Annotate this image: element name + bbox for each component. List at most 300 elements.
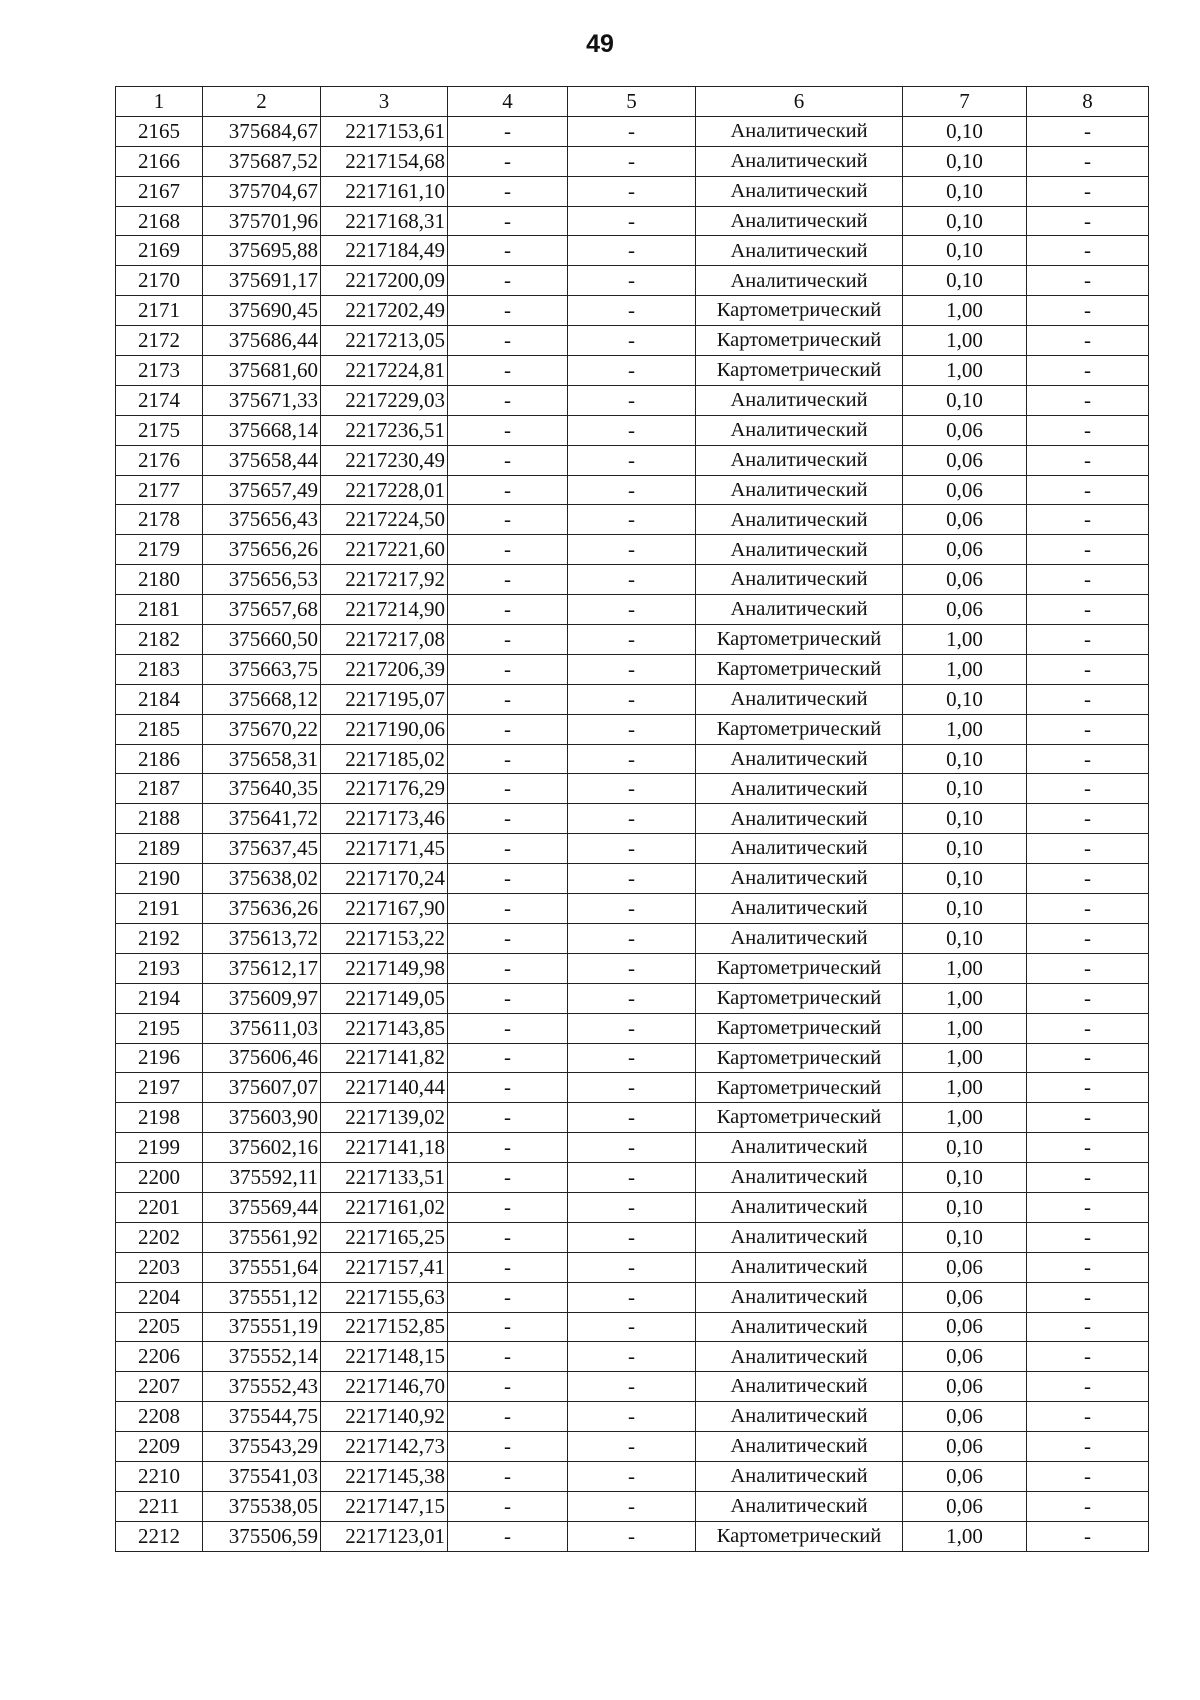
cell-method: Аналитический	[696, 864, 903, 894]
cell-col-4: -	[448, 1133, 568, 1163]
cell-method: Картометрический	[696, 1013, 903, 1043]
cell-point-number: 2189	[116, 834, 203, 864]
cell-accuracy: 0,06	[903, 1342, 1027, 1372]
cell-point-number: 2177	[116, 475, 203, 505]
cell-col-5: -	[568, 1342, 696, 1372]
cell-col-4: -	[448, 983, 568, 1013]
cell-col-5: -	[568, 176, 696, 206]
cell-col-5: -	[568, 1521, 696, 1551]
cell-method: Картометрический	[696, 326, 903, 356]
cell-coord-x: 375668,14	[203, 415, 321, 445]
table-row	[116, 714, 1149, 744]
cell-point-number: 2168	[116, 206, 203, 236]
cell-col-8: -	[1027, 206, 1149, 236]
cell-method: Аналитический	[696, 565, 903, 595]
cell-point-number: 2165	[116, 116, 203, 146]
cell-accuracy: 0,06	[903, 1312, 1027, 1342]
cell-coord-x: 375670,22	[203, 714, 321, 744]
cell-coord-y: 2217141,82	[321, 1043, 448, 1073]
cell-col-8: -	[1027, 1043, 1149, 1073]
table-row	[116, 834, 1149, 864]
cell-col-8: -	[1027, 894, 1149, 924]
cell-coord-x: 375656,26	[203, 535, 321, 565]
cell-method: Аналитический	[696, 1461, 903, 1491]
cell-col-8: -	[1027, 1222, 1149, 1252]
cell-method: Аналитический	[696, 684, 903, 714]
cell-col-4: -	[448, 714, 568, 744]
cell-coord-x: 375686,44	[203, 326, 321, 356]
cell-col-5: -	[568, 1402, 696, 1432]
cell-coord-y: 2217224,50	[321, 505, 448, 535]
cell-method: Аналитический	[696, 1192, 903, 1222]
table-row	[116, 505, 1149, 535]
cell-col-5: -	[568, 654, 696, 684]
cell-method: Аналитический	[696, 894, 903, 924]
cell-method: Аналитический	[696, 535, 903, 565]
cell-accuracy: 0,06	[903, 475, 1027, 505]
cell-col-5: -	[568, 565, 696, 595]
cell-coord-y: 2217170,24	[321, 864, 448, 894]
cell-col-4: -	[448, 206, 568, 236]
cell-col-8: -	[1027, 1521, 1149, 1551]
cell-accuracy: 0,10	[903, 206, 1027, 236]
cell-col-8: -	[1027, 864, 1149, 894]
cell-method: Аналитический	[696, 923, 903, 953]
cell-coord-x: 375609,97	[203, 983, 321, 1013]
cell-col-5: -	[568, 894, 696, 924]
cell-col-8: -	[1027, 1461, 1149, 1491]
cell-coord-x: 375607,07	[203, 1073, 321, 1103]
cell-method: Аналитический	[696, 236, 903, 266]
cell-coord-x: 375636,26	[203, 894, 321, 924]
cell-col-8: -	[1027, 116, 1149, 146]
cell-col-4: -	[448, 1342, 568, 1372]
cell-col-4: -	[448, 1432, 568, 1462]
cell-point-number: 2208	[116, 1402, 203, 1432]
cell-accuracy: 0,10	[903, 864, 1027, 894]
cell-coord-x: 375658,31	[203, 744, 321, 774]
table-row	[116, 1013, 1149, 1043]
cell-coord-y: 2217140,92	[321, 1402, 448, 1432]
cell-coord-x: 375701,96	[203, 206, 321, 236]
cell-col-5: -	[568, 236, 696, 266]
cell-col-5: -	[568, 1013, 696, 1043]
cell-col-5: -	[568, 625, 696, 655]
page-number: 49	[586, 30, 614, 58]
table-row	[116, 206, 1149, 236]
table-row	[116, 1342, 1149, 1372]
cell-col-5: -	[568, 1043, 696, 1073]
cell-accuracy: 0,10	[903, 684, 1027, 714]
table-row	[116, 1073, 1149, 1103]
cell-col-4: -	[448, 116, 568, 146]
cell-point-number: 2210	[116, 1461, 203, 1491]
cell-col-4: -	[448, 176, 568, 206]
column-header-5: 5	[568, 87, 696, 117]
cell-col-4: -	[448, 953, 568, 983]
table-row	[116, 894, 1149, 924]
cell-accuracy: 0,06	[903, 1491, 1027, 1521]
table-row	[116, 565, 1149, 595]
cell-coord-y: 2217123,01	[321, 1521, 448, 1551]
cell-method: Картометрический	[696, 1073, 903, 1103]
cell-coord-y: 2217224,81	[321, 356, 448, 386]
table-row	[116, 1402, 1149, 1432]
table-row	[116, 326, 1149, 356]
cell-col-8: -	[1027, 804, 1149, 834]
cell-method: Аналитический	[696, 1282, 903, 1312]
cell-coord-y: 2217185,02	[321, 744, 448, 774]
cell-coord-x: 375657,49	[203, 475, 321, 505]
cell-coord-x: 375657,68	[203, 595, 321, 625]
cell-coord-x: 375561,92	[203, 1222, 321, 1252]
cell-method: Картометрический	[696, 953, 903, 983]
cell-accuracy: 1,00	[903, 953, 1027, 983]
cell-col-8: -	[1027, 445, 1149, 475]
cell-coord-y: 2217149,05	[321, 983, 448, 1013]
cell-coord-x: 375603,90	[203, 1103, 321, 1133]
cell-method: Аналитический	[696, 744, 903, 774]
cell-point-number: 2171	[116, 296, 203, 326]
cell-col-8: -	[1027, 1282, 1149, 1312]
cell-method: Картометрический	[696, 983, 903, 1013]
cell-method: Аналитический	[696, 595, 903, 625]
cell-col-5: -	[568, 1103, 696, 1133]
cell-accuracy: 0,06	[903, 505, 1027, 535]
cell-coord-x: 375552,14	[203, 1342, 321, 1372]
column-header-1: 1	[116, 87, 203, 117]
cell-col-5: -	[568, 206, 696, 236]
table-row	[116, 146, 1149, 176]
cell-coord-x: 375543,29	[203, 1432, 321, 1462]
cell-point-number: 2212	[116, 1521, 203, 1551]
cell-col-4: -	[448, 1013, 568, 1043]
cell-method: Аналитический	[696, 475, 903, 505]
cell-coord-y: 2217195,07	[321, 684, 448, 714]
table-row	[116, 356, 1149, 386]
cell-col-8: -	[1027, 1103, 1149, 1133]
cell-col-4: -	[448, 625, 568, 655]
cell-accuracy: 0,10	[903, 146, 1027, 176]
cell-point-number: 2182	[116, 625, 203, 655]
cell-point-number: 2185	[116, 714, 203, 744]
cell-method: Картометрический	[696, 714, 903, 744]
cell-col-5: -	[568, 1372, 696, 1402]
cell-col-8: -	[1027, 266, 1149, 296]
table-row	[116, 116, 1149, 146]
cell-coord-x: 375606,46	[203, 1043, 321, 1073]
cell-method: Аналитический	[696, 1222, 903, 1252]
cell-coord-y: 2217173,46	[321, 804, 448, 834]
table-row	[116, 475, 1149, 505]
cell-accuracy: 1,00	[903, 356, 1027, 386]
cell-coord-x: 375658,44	[203, 445, 321, 475]
cell-coord-x: 375668,12	[203, 684, 321, 714]
cell-coord-x: 375690,45	[203, 296, 321, 326]
cell-point-number: 2178	[116, 505, 203, 535]
cell-col-5: -	[568, 1461, 696, 1491]
cell-coord-y: 2217236,51	[321, 415, 448, 445]
cell-accuracy: 0,10	[903, 236, 1027, 266]
cell-col-5: -	[568, 1491, 696, 1521]
cell-method: Картометрический	[696, 1521, 903, 1551]
cell-point-number: 2186	[116, 744, 203, 774]
cell-col-4: -	[448, 146, 568, 176]
cell-col-8: -	[1027, 983, 1149, 1013]
cell-col-5: -	[568, 1252, 696, 1282]
cell-method: Аналитический	[696, 1491, 903, 1521]
cell-coord-x: 375612,17	[203, 953, 321, 983]
cell-col-4: -	[448, 1521, 568, 1551]
cell-coord-x: 375640,35	[203, 774, 321, 804]
cell-col-5: -	[568, 1222, 696, 1252]
cell-point-number: 2193	[116, 953, 203, 983]
cell-accuracy: 0,10	[903, 744, 1027, 774]
cell-accuracy: 0,06	[903, 415, 1027, 445]
cell-coord-y: 2217184,49	[321, 236, 448, 266]
cell-accuracy: 0,06	[903, 445, 1027, 475]
cell-coord-y: 2217153,61	[321, 116, 448, 146]
cell-col-8: -	[1027, 1073, 1149, 1103]
cell-coord-x: 375638,02	[203, 864, 321, 894]
cell-accuracy: 0,10	[903, 266, 1027, 296]
cell-col-8: -	[1027, 176, 1149, 206]
cell-coord-y: 2217142,73	[321, 1432, 448, 1462]
cell-accuracy: 1,00	[903, 326, 1027, 356]
cell-coord-x: 375544,75	[203, 1402, 321, 1432]
cell-coord-x: 375541,03	[203, 1461, 321, 1491]
cell-col-4: -	[448, 1402, 568, 1432]
table-row	[116, 1312, 1149, 1342]
cell-point-number: 2175	[116, 415, 203, 445]
cell-point-number: 2211	[116, 1491, 203, 1521]
cell-accuracy: 0,06	[903, 565, 1027, 595]
cell-method: Аналитический	[696, 445, 903, 475]
cell-accuracy: 1,00	[903, 1521, 1027, 1551]
cell-point-number: 2183	[116, 654, 203, 684]
cell-col-8: -	[1027, 475, 1149, 505]
cell-accuracy: 0,10	[903, 894, 1027, 924]
cell-accuracy: 1,00	[903, 983, 1027, 1013]
cell-accuracy: 1,00	[903, 1043, 1027, 1073]
cell-col-5: -	[568, 1073, 696, 1103]
cell-method: Аналитический	[696, 1163, 903, 1193]
cell-col-4: -	[448, 894, 568, 924]
cell-col-5: -	[568, 1432, 696, 1462]
cell-method: Картометрический	[696, 1103, 903, 1133]
cell-coord-x: 375611,03	[203, 1013, 321, 1043]
cell-col-4: -	[448, 774, 568, 804]
cell-coord-x: 375681,60	[203, 356, 321, 386]
cell-coord-x: 375704,67	[203, 176, 321, 206]
cell-method: Аналитический	[696, 415, 903, 445]
cell-col-5: -	[568, 356, 696, 386]
cell-col-4: -	[448, 475, 568, 505]
cell-coord-x: 375660,50	[203, 625, 321, 655]
column-header-7: 7	[903, 87, 1027, 117]
column-header-4: 4	[448, 87, 568, 117]
cell-point-number: 2181	[116, 595, 203, 625]
cell-col-5: -	[568, 774, 696, 804]
cell-col-4: -	[448, 1461, 568, 1491]
cell-point-number: 2180	[116, 565, 203, 595]
cell-accuracy: 0,10	[903, 834, 1027, 864]
cell-method: Аналитический	[696, 1432, 903, 1462]
cell-method: Аналитический	[696, 385, 903, 415]
cell-coord-x: 375551,64	[203, 1252, 321, 1282]
cell-method: Картометрический	[696, 625, 903, 655]
cell-accuracy: 0,10	[903, 923, 1027, 953]
cell-col-5: -	[568, 296, 696, 326]
cell-accuracy: 1,00	[903, 1013, 1027, 1043]
cell-col-4: -	[448, 1073, 568, 1103]
cell-coord-y: 2217161,02	[321, 1192, 448, 1222]
cell-point-number: 2202	[116, 1222, 203, 1252]
cell-col-8: -	[1027, 923, 1149, 953]
table-row	[116, 445, 1149, 475]
table-row	[116, 415, 1149, 445]
cell-coord-x: 375684,67	[203, 116, 321, 146]
cell-point-number: 2188	[116, 804, 203, 834]
cell-col-4: -	[448, 1103, 568, 1133]
cell-col-8: -	[1027, 415, 1149, 445]
cell-col-5: -	[568, 146, 696, 176]
cell-accuracy: 0,06	[903, 1432, 1027, 1462]
cell-accuracy: 1,00	[903, 625, 1027, 655]
table-row	[116, 684, 1149, 714]
cell-coord-y: 2217213,05	[321, 326, 448, 356]
cell-col-8: -	[1027, 1491, 1149, 1521]
cell-col-4: -	[448, 923, 568, 953]
cell-col-4: -	[448, 236, 568, 266]
cell-col-5: -	[568, 804, 696, 834]
cell-coord-y: 2217155,63	[321, 1282, 448, 1312]
cell-accuracy: 0,10	[903, 385, 1027, 415]
table-row	[116, 176, 1149, 206]
cell-col-8: -	[1027, 326, 1149, 356]
cell-col-4: -	[448, 654, 568, 684]
cell-col-5: -	[568, 864, 696, 894]
cell-col-5: -	[568, 983, 696, 1013]
cell-point-number: 2166	[116, 146, 203, 176]
cell-method: Аналитический	[696, 834, 903, 864]
cell-col-4: -	[448, 266, 568, 296]
cell-col-5: -	[568, 1192, 696, 1222]
cell-accuracy: 0,10	[903, 176, 1027, 206]
cell-col-4: -	[448, 1222, 568, 1252]
cell-col-5: -	[568, 923, 696, 953]
cell-point-number: 2170	[116, 266, 203, 296]
cell-coord-y: 2217147,15	[321, 1491, 448, 1521]
cell-col-8: -	[1027, 385, 1149, 415]
cell-coord-x: 375506,59	[203, 1521, 321, 1551]
cell-method: Аналитический	[696, 1312, 903, 1342]
cell-coord-x: 375569,44	[203, 1192, 321, 1222]
cell-col-5: -	[568, 744, 696, 774]
cell-col-8: -	[1027, 1342, 1149, 1372]
cell-col-5: -	[568, 1282, 696, 1312]
cell-point-number: 2191	[116, 894, 203, 924]
cell-col-8: -	[1027, 1402, 1149, 1432]
cell-col-8: -	[1027, 834, 1149, 864]
cell-accuracy: 0,06	[903, 535, 1027, 565]
cell-coord-y: 2217221,60	[321, 535, 448, 565]
cell-coord-y: 2217176,29	[321, 774, 448, 804]
cell-accuracy: 0,06	[903, 1372, 1027, 1402]
cell-coord-y: 2217149,98	[321, 953, 448, 983]
cell-col-4: -	[448, 684, 568, 714]
cell-col-5: -	[568, 834, 696, 864]
cell-col-8: -	[1027, 296, 1149, 326]
cell-coord-y: 2217154,68	[321, 146, 448, 176]
cell-coord-y: 2217190,06	[321, 714, 448, 744]
table-row	[116, 1163, 1149, 1193]
cell-col-5: -	[568, 535, 696, 565]
cell-col-8: -	[1027, 595, 1149, 625]
cell-coord-y: 2217167,90	[321, 894, 448, 924]
cell-coord-y: 2217148,15	[321, 1342, 448, 1372]
cell-col-5: -	[568, 445, 696, 475]
cell-point-number: 2195	[116, 1013, 203, 1043]
cell-coord-y: 2217202,49	[321, 296, 448, 326]
cell-accuracy: 0,06	[903, 1461, 1027, 1491]
cell-coord-x: 375687,52	[203, 146, 321, 176]
cell-col-5: -	[568, 1312, 696, 1342]
cell-coord-y: 2217140,44	[321, 1073, 448, 1103]
cell-coord-y: 2217157,41	[321, 1252, 448, 1282]
cell-col-8: -	[1027, 1192, 1149, 1222]
cell-method: Аналитический	[696, 116, 903, 146]
cell-point-number: 2200	[116, 1163, 203, 1193]
cell-accuracy: 1,00	[903, 296, 1027, 326]
table-row	[116, 744, 1149, 774]
table-row	[116, 1432, 1149, 1462]
cell-accuracy: 0,06	[903, 595, 1027, 625]
cell-col-5: -	[568, 595, 696, 625]
cell-col-4: -	[448, 1282, 568, 1312]
cell-accuracy: 0,10	[903, 1133, 1027, 1163]
cell-col-5: -	[568, 1163, 696, 1193]
cell-col-4: -	[448, 415, 568, 445]
cell-coord-x: 375691,17	[203, 266, 321, 296]
cell-col-4: -	[448, 834, 568, 864]
cell-col-5: -	[568, 714, 696, 744]
cell-method: Аналитический	[696, 266, 903, 296]
cell-point-number: 2179	[116, 535, 203, 565]
cell-coord-y: 2217168,31	[321, 206, 448, 236]
cell-col-8: -	[1027, 535, 1149, 565]
cell-point-number: 2169	[116, 236, 203, 266]
cell-coord-y: 2217217,08	[321, 625, 448, 655]
cell-coord-y: 2217229,03	[321, 385, 448, 415]
column-header-2: 2	[203, 87, 321, 117]
cell-point-number: 2187	[116, 774, 203, 804]
cell-coord-x: 375602,16	[203, 1133, 321, 1163]
cell-point-number: 2167	[116, 176, 203, 206]
cell-col-8: -	[1027, 744, 1149, 774]
cell-accuracy: 0,10	[903, 804, 1027, 834]
cell-col-5: -	[568, 684, 696, 714]
cell-method: Аналитический	[696, 206, 903, 236]
cell-point-number: 2201	[116, 1192, 203, 1222]
cell-coord-y: 2217214,90	[321, 595, 448, 625]
cell-col-4: -	[448, 1252, 568, 1282]
cell-point-number: 2192	[116, 923, 203, 953]
cell-point-number: 2197	[116, 1073, 203, 1103]
cell-coord-y: 2217145,38	[321, 1461, 448, 1491]
cell-col-5: -	[568, 1133, 696, 1163]
cell-accuracy: 0,10	[903, 1222, 1027, 1252]
